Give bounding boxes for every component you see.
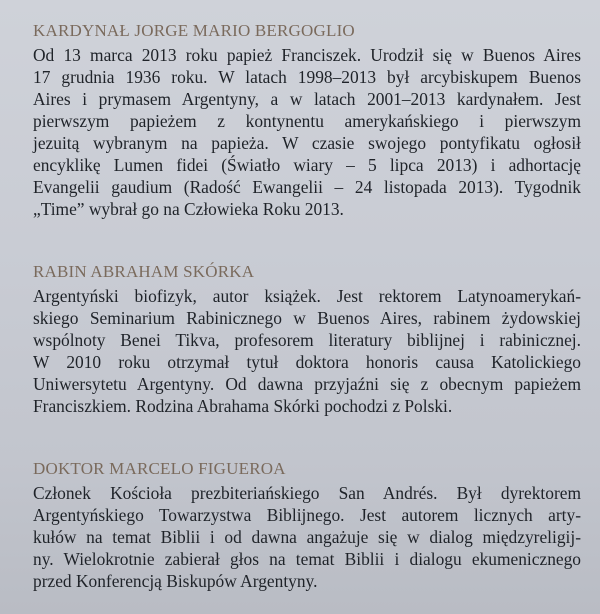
- section-heading: KARDYNAŁ JORGE MARIO BERGOGLIO: [33, 21, 355, 40]
- text-line: pierwszym papieżem z kontynentu amerykańskiego i pierwszym: [33, 111, 581, 131]
- text-line: ny. Wielokrotnie zabierał głos na temat Biblii i dialogu ekumenicznego: [33, 549, 581, 569]
- text-line: encyklikę Lumen fidei (Światło wiary – 5 lipca 2013) i adhortację: [33, 155, 581, 175]
- text-line: Evangelii gaudium (Radość Ewangelii – 24 listopada 2013). Tygodnik: [33, 177, 581, 197]
- text-line: Członek Kościoła prezbiteriańskiego San Andrés. Był dyrektorem: [33, 483, 581, 503]
- text-line: Argentyńskiego Towarzystwa Biblijnego. Jest autorem licznych arty-: [33, 505, 581, 525]
- text-line: W 2010 roku otrzymał tytuł doktora honoris causa Katolickiego: [33, 352, 581, 372]
- text-line: 17 grudnia 1936 roku. W latach 1998–2013 był arcybiskupem Buenos: [33, 67, 581, 87]
- text-line: Aires i prymasem Argentyny, a w latach 2001–2013 kardynałem. Jest: [33, 89, 581, 109]
- text-line: kułów na temat Biblii i od dawna angażuje się w dialog międzyreligij-: [33, 527, 581, 547]
- biography-bergoglio: [33, 20, 581, 220]
- text-line: jezuitą wybranym na papieża. W czasie swojego pontyfikatu ogłosił: [33, 133, 581, 153]
- text-line: „Time” wybrał go na Człowieka Roku 2013.: [33, 199, 344, 219]
- text-line: przed Konferencją Biskupów Argentyny.: [33, 571, 318, 591]
- text-line: wspólnoty Benei Tikva, profesorem literatury biblijnej i rabinicznej.: [33, 330, 581, 350]
- section-heading: DOKTOR MARCELO FIGUEROA: [33, 459, 286, 478]
- biography-skorka: [33, 261, 581, 417]
- biography-figueroa: [33, 458, 581, 592]
- text-line: Od 13 marca 2013 roku papież Franciszek. Urodził się w Buenos Aires: [33, 45, 581, 65]
- text-line: Uniwersytetu Argentyny. Od dawna przyjaźni się z obecnym papieżem: [33, 374, 581, 394]
- text-line: skiego Seminarium Rabinicznego w Buenos Aires, rabinem żydowskiej: [33, 308, 581, 328]
- text-line: Argentyński biofizyk, autor książek. Jest rektorem Latynoamerykań-: [33, 286, 581, 306]
- text-line: Franciszkiem. Rodzina Abrahama Skórki pochodzi z Polski.: [33, 396, 453, 416]
- section-heading: RABIN ABRAHAM SKÓRKA: [33, 262, 255, 281]
